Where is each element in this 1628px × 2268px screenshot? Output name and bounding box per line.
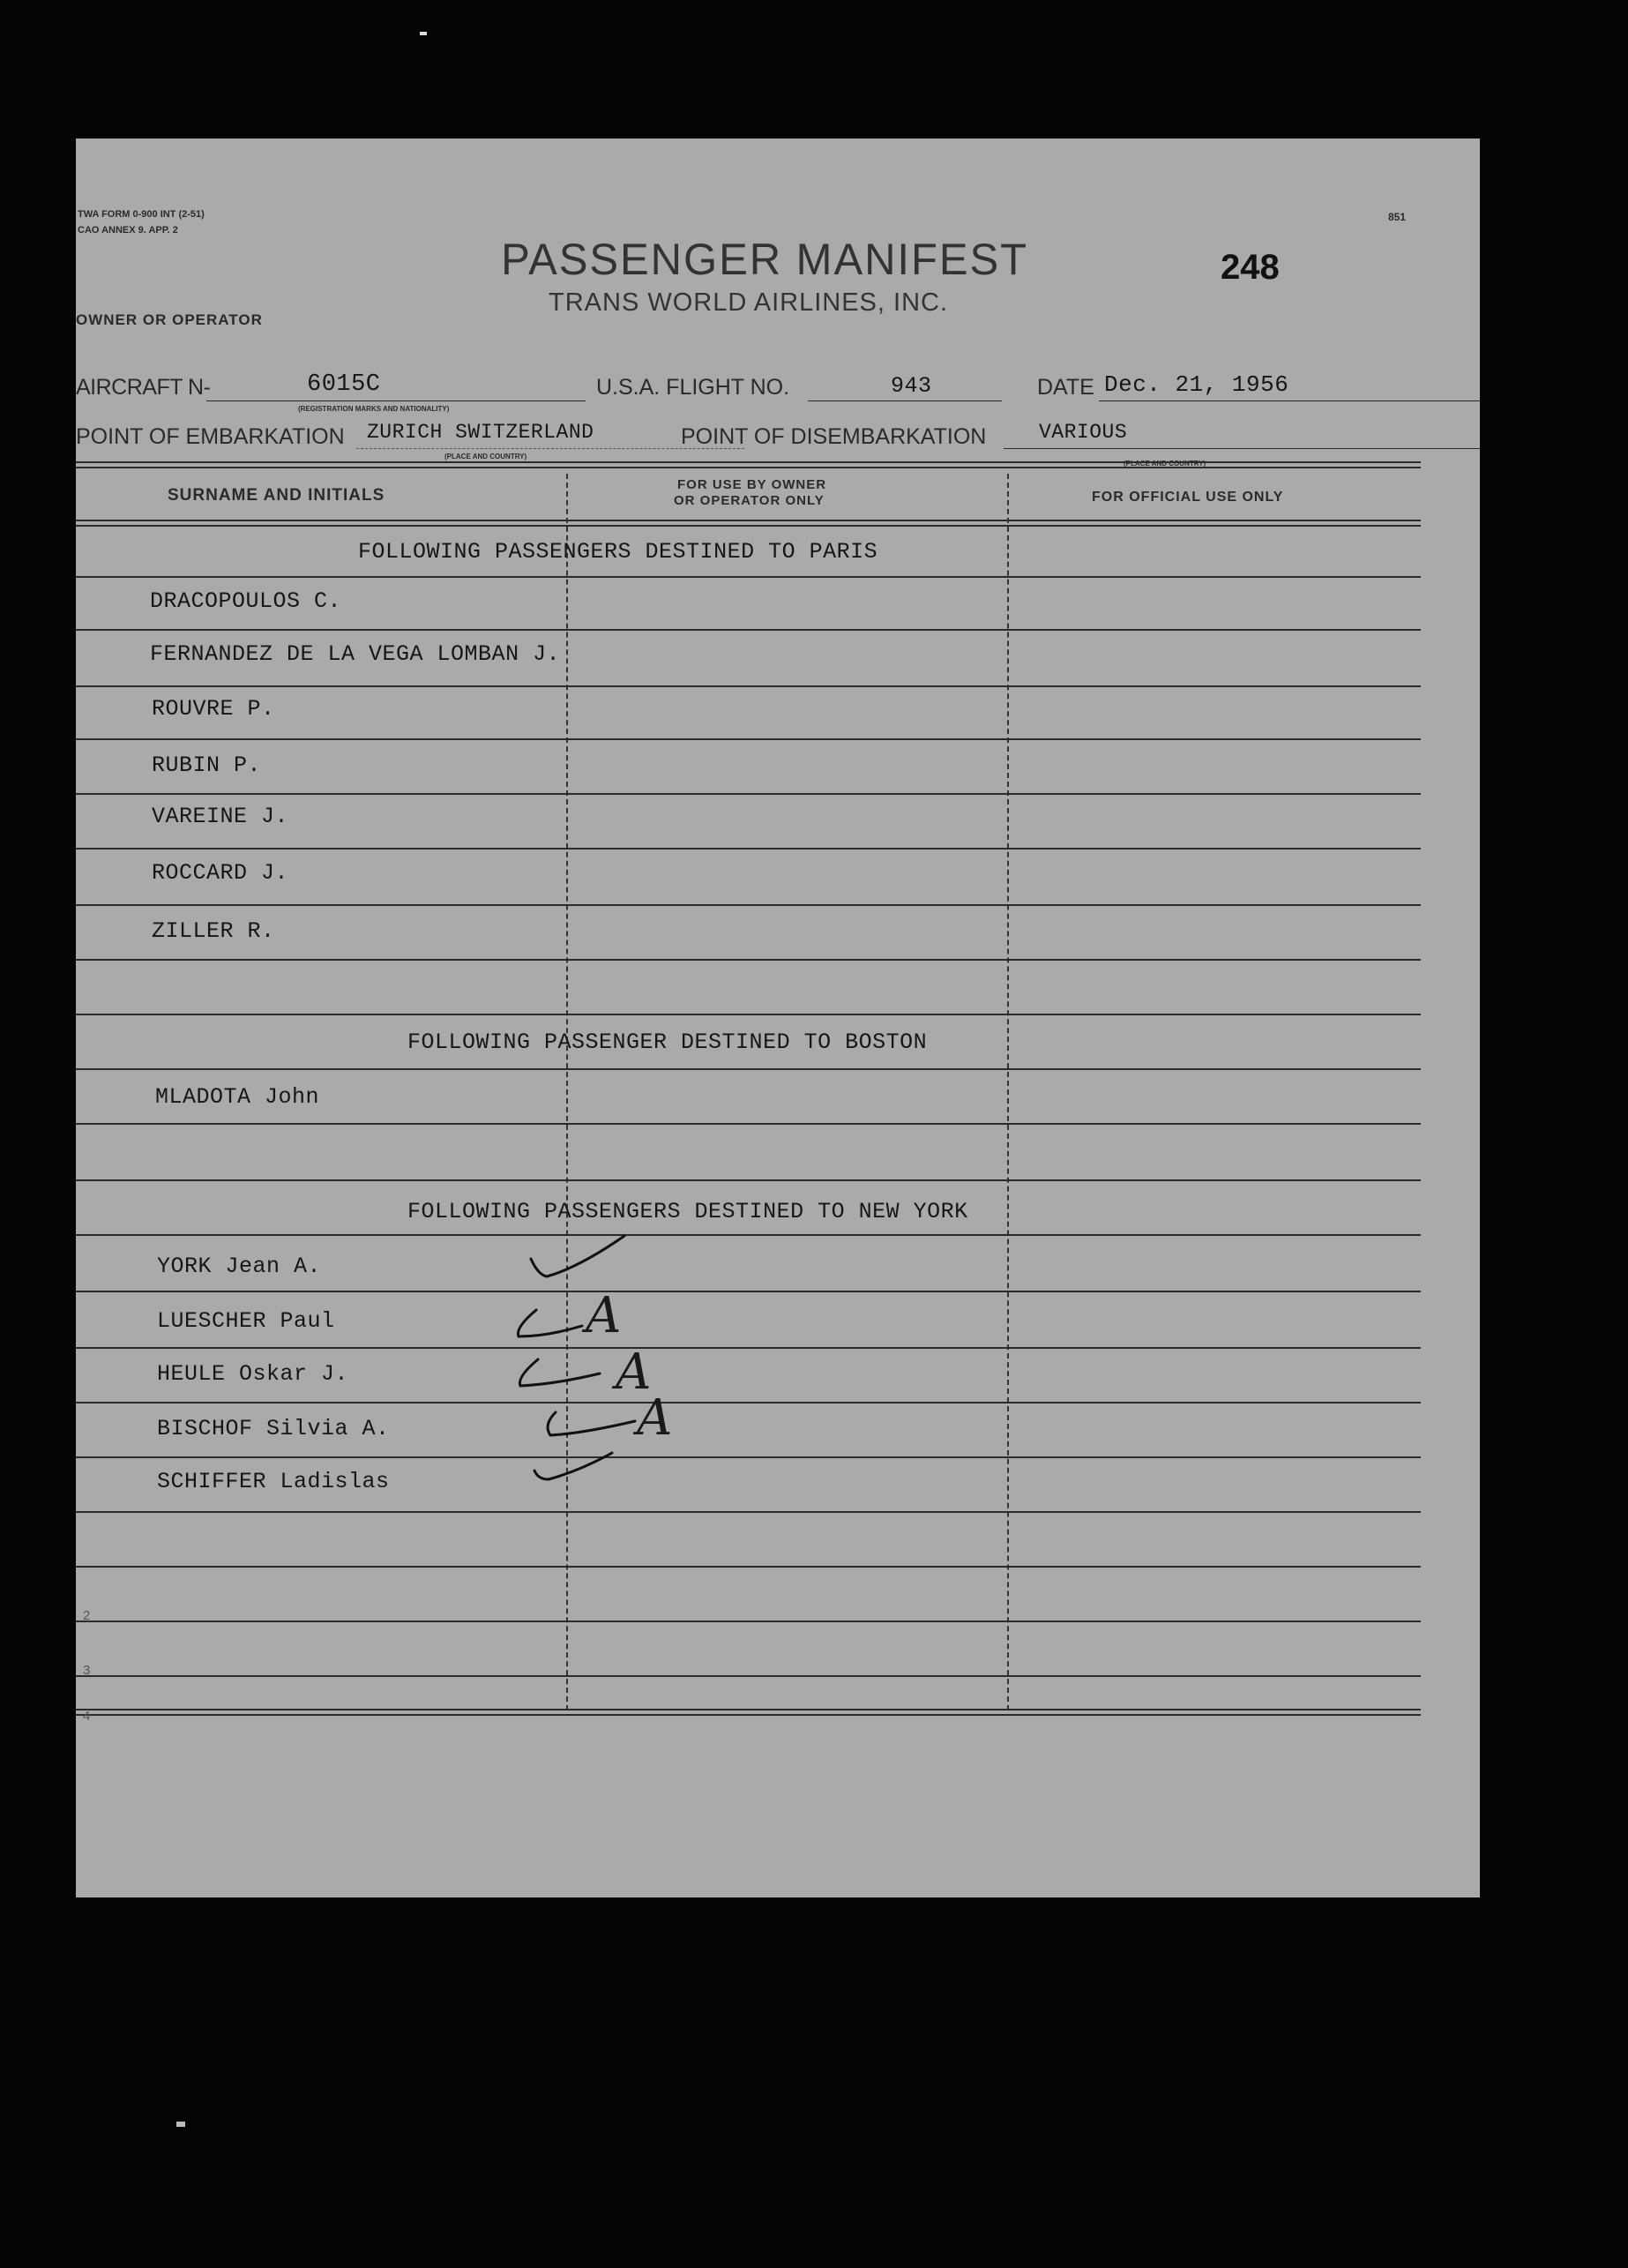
dust-speck <box>176 2122 185 2127</box>
flight-value: 943 <box>891 373 932 399</box>
passenger-name: ZILLER R. <box>152 918 275 944</box>
handwritten-check-mark <box>538 1405 644 1449</box>
row-rule <box>76 904 1421 906</box>
margin-number: 2 <box>83 1608 91 1623</box>
handwritten-check-mark <box>527 1448 633 1492</box>
aircraft-underline <box>206 400 586 401</box>
date-underline <box>1099 400 1480 401</box>
row-rule <box>76 1675 1421 1677</box>
passenger-name: YORK Jean A. <box>157 1254 322 1279</box>
table-bottom-rule-1 <box>76 1709 1421 1710</box>
row-rule <box>76 1347 1421 1349</box>
handwritten-check-mark <box>526 1232 631 1285</box>
handwritten-letter-a: A <box>637 1389 673 1447</box>
aircraft-value: 6015C <box>307 371 381 398</box>
disembarkation-caption: (PLACE AND COUNTRY) <box>1124 460 1206 468</box>
passenger-name: ROUVRE P. <box>152 696 275 722</box>
row-rule <box>76 1179 1421 1181</box>
form-reference-line-2: CAO ANNEX 9. APP. 2 <box>78 225 178 236</box>
table-header-rule-2 <box>76 525 1421 527</box>
column-header-surname: SURNAME AND INITIALS <box>168 486 385 505</box>
margin-number: 4 <box>83 1709 91 1724</box>
disembarkation-value: VARIOUS <box>1039 421 1128 444</box>
row-rule <box>76 1456 1421 1458</box>
row-rule <box>76 1291 1421 1292</box>
handwritten-letter-a: A <box>586 1287 622 1344</box>
row-rule <box>76 1511 1421 1513</box>
row-rule <box>76 959 1421 961</box>
passenger-name: RUBIN P. <box>152 752 262 778</box>
column-header-official: FOR OFFICIAL USE ONLY <box>1092 490 1284 505</box>
page-title: PASSENGER MANIFEST <box>501 235 1029 284</box>
section-heading-new-york: FOLLOWING PASSENGERS DESTINED TO NEW YORK <box>407 1199 968 1224</box>
row-rule <box>76 1234 1421 1236</box>
corner-code: 851 <box>1388 211 1407 223</box>
passenger-name: LUESCHER Paul <box>157 1308 335 1334</box>
embarkation-value: ZURICH SWITZERLAND <box>367 421 594 444</box>
row-rule <box>76 848 1421 850</box>
passenger-name: FERNANDEZ DE LA VEGA LOMBAN J. <box>150 641 561 667</box>
column-header-owner-use-1: FOR USE BY OWNER <box>677 477 827 492</box>
page-subtitle: TRANS WORLD AIRLINES, INC. <box>549 288 949 317</box>
row-rule <box>76 1123 1421 1125</box>
passenger-name: ROCCARD J. <box>152 860 289 886</box>
row-rule <box>76 1068 1421 1070</box>
owner-operator-label: OWNER OR OPERATOR <box>76 311 263 328</box>
disembarkation-label: POINT OF DISEMBARKATION <box>681 424 987 449</box>
aircraft-label: AIRCRAFT N- <box>76 375 211 400</box>
form-reference-line-1: TWA FORM 0-900 INT (2-51) <box>78 209 205 220</box>
table-top-rule-2 <box>76 467 1421 468</box>
table-top-rule-1 <box>76 461 1421 463</box>
row-rule <box>76 576 1421 578</box>
passenger-name: BISCHOF Silvia A. <box>157 1416 390 1441</box>
embarkation-label: POINT OF EMBARKATION <box>76 424 345 449</box>
row-rule <box>76 1402 1421 1403</box>
date-label: DATE <box>1037 375 1094 400</box>
table-bottom-rule-2 <box>76 1714 1421 1716</box>
disembarkation-underline <box>1004 448 1480 449</box>
date-value: Dec. 21, 1956 <box>1104 371 1289 398</box>
column-divider-1 <box>566 474 568 1710</box>
row-rule <box>76 685 1421 687</box>
passenger-name: SCHIFFER Ladislas <box>157 1469 390 1494</box>
passenger-name: VAREINE J. <box>152 804 289 829</box>
column-divider-2 <box>1007 474 1009 1710</box>
column-header-owner-use-2: OR OPERATOR ONLY <box>674 493 825 508</box>
manifest-page <box>76 138 1480 1897</box>
handwritten-check-mark <box>512 1305 591 1349</box>
margin-number: 3 <box>83 1663 91 1678</box>
passenger-name: DRACOPOULOS C. <box>150 588 342 614</box>
row-rule <box>76 1014 1421 1015</box>
handwritten-check-mark <box>512 1354 609 1398</box>
section-heading-boston: FOLLOWING PASSENGER DESTINED TO BOSTON <box>407 1029 928 1055</box>
table-header-rule-1 <box>76 520 1421 521</box>
passenger-name: HEULE Oskar J. <box>157 1361 349 1387</box>
flight-underline <box>808 400 1002 401</box>
passenger-name: MLADOTA John <box>155 1084 320 1110</box>
flight-label: U.S.A. FLIGHT NO. <box>596 375 790 400</box>
row-rule <box>76 1566 1421 1568</box>
row-rule <box>76 738 1421 740</box>
row-rule <box>76 629 1421 631</box>
handwritten-letter-a: A <box>616 1344 652 1401</box>
section-heading-paris: FOLLOWING PASSENGERS DESTINED TO PARIS <box>358 539 878 565</box>
row-rule <box>76 793 1421 795</box>
dust-speck <box>420 32 427 35</box>
aircraft-caption: (REGISTRATION MARKS AND NATIONALITY) <box>298 405 450 413</box>
row-rule <box>76 1621 1421 1622</box>
page-number: 248 <box>1221 248 1280 287</box>
embarkation-caption: (PLACE AND COUNTRY) <box>444 453 527 460</box>
